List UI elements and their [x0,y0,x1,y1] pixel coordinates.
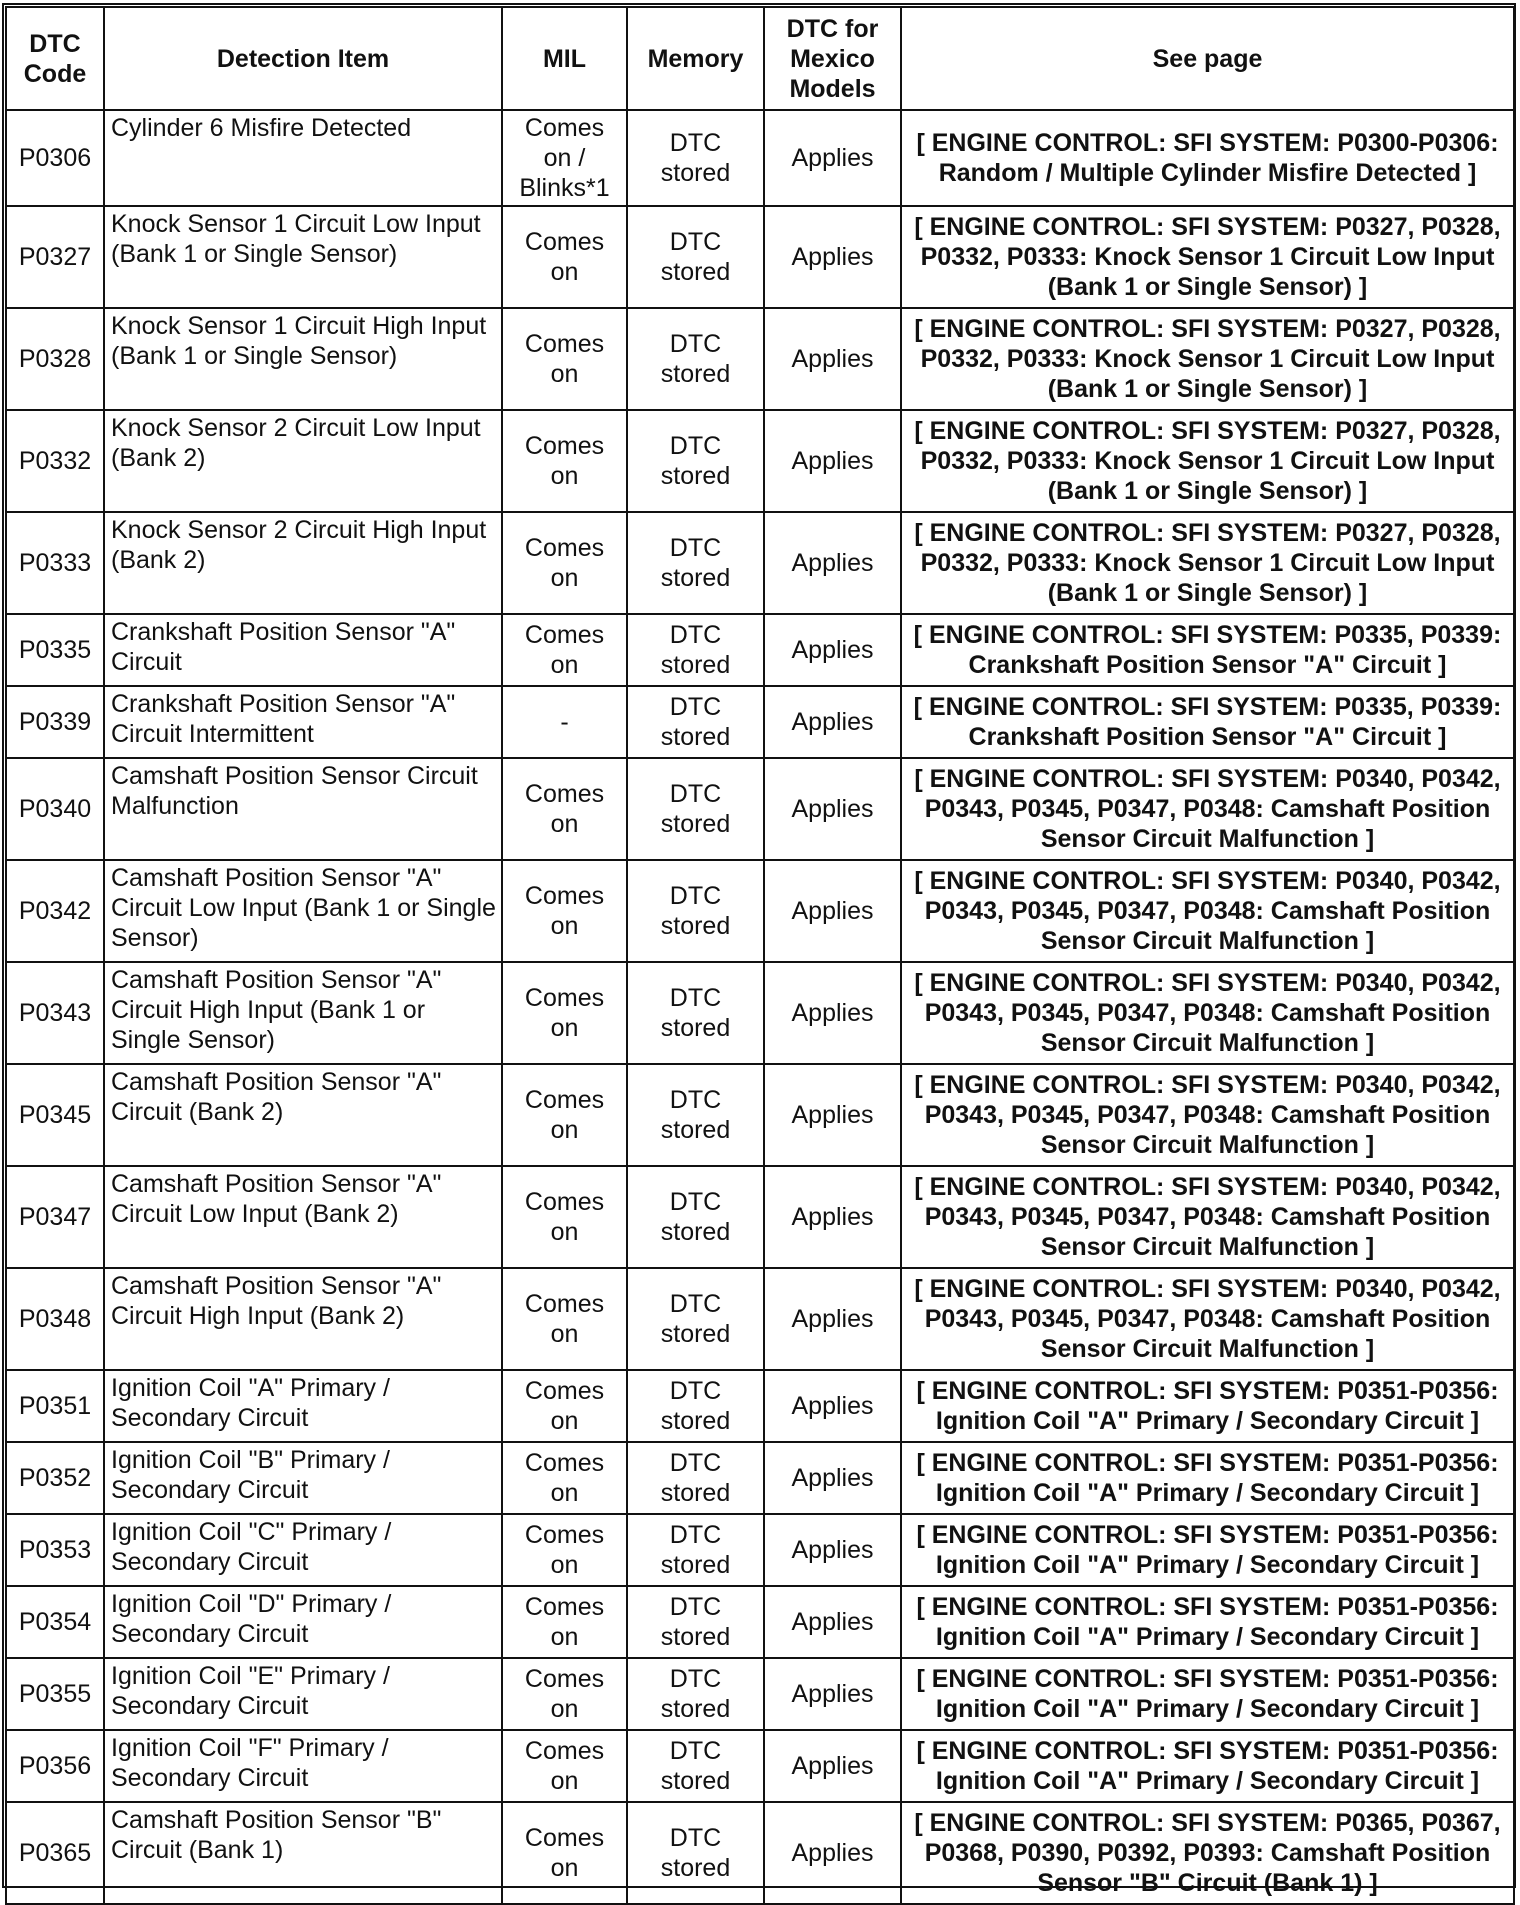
table-row [6,110,1514,206]
table-row [6,410,1514,512]
mil-cell: Comes on [502,1802,627,1904]
dtc-code-cell: P0333 [6,512,104,614]
memory-cell: DTC stored [627,1268,764,1370]
mil-cell: - [502,686,627,758]
mil-cell: Comes on [502,512,627,614]
see-page-link[interactable]: [ ENGINE CONTROL: SFI SYSTEM: P0340, P0342, P0343, P0345, P0347, P0348: Camshaft Position Sensor Circuit Malfunction ] [901,1064,1514,1166]
dtc-code-cell: P0306 [6,110,104,206]
table-row [6,512,1514,614]
see-page-link[interactable]: [ ENGINE CONTROL: SFI SYSTEM: P0327, P0328, P0332, P0333: Knock Sensor 1 Circuit Low Input (Bank 1 or Single Sensor) ] [901,512,1514,614]
dtc-code-cell: P0340 [6,758,104,860]
dtc-code-cell: P0327 [6,206,104,308]
dtc-code-cell: P0345 [6,1064,104,1166]
memory-cell: DTC stored [627,1442,764,1514]
mil-cell: Comes on [502,1730,627,1802]
header-dtc-code: DTC Code [6,7,104,110]
memory-cell: DTC stored [627,860,764,962]
dtc-code-cell: P0342 [6,860,104,962]
mexico-models-cell: Applies [764,1370,901,1442]
table-row [6,1658,1514,1730]
detection-item-cell: Camshaft Position Sensor "A" Circuit High Input (Bank 1 or Single Sensor) [104,962,502,1064]
mexico-models-cell: Applies [764,1658,901,1730]
mil-cell: Comes on [502,1166,627,1268]
see-page-link[interactable]: [ ENGINE CONTROL: SFI SYSTEM: P0327, P0328, P0332, P0333: Knock Sensor 1 Circuit Low Input (Bank 1 or Single Sensor) ] [901,410,1514,512]
header-mexico-models: DTC for Mexico Models [764,7,901,110]
mil-cell: Comes on [502,206,627,308]
dtc-code-cell: P0335 [6,614,104,686]
mil-cell: Comes on [502,1442,627,1514]
mil-cell: Comes on [502,1658,627,1730]
memory-cell: DTC stored [627,1166,764,1268]
mexico-models-cell: Applies [764,1268,901,1370]
memory-cell: DTC stored [627,614,764,686]
dtc-code-cell: P0365 [6,1802,104,1904]
see-page-link[interactable]: [ ENGINE CONTROL: SFI SYSTEM: P0335, P0339: Crankshaft Position Sensor "A" Circuit ] [901,686,1514,758]
detection-item-cell: Ignition Coil "B" Primary / Secondary Circuit [104,1442,502,1514]
detection-item-cell: Knock Sensor 1 Circuit Low Input (Bank 1 or Single Sensor) [104,206,502,308]
detection-item-cell: Camshaft Position Sensor "A" Circuit Low Input (Bank 2) [104,1166,502,1268]
see-page-link[interactable]: [ ENGINE CONTROL: SFI SYSTEM: P0351-P0356: Ignition Coil "A" Primary / Secondary Circuit ] [901,1514,1514,1586]
detection-item-cell: Knock Sensor 1 Circuit High Input (Bank 1 or Single Sensor) [104,308,502,410]
memory-cell: DTC stored [627,1586,764,1658]
dtc-code-cell: P0328 [6,308,104,410]
table-row [6,1064,1514,1166]
see-page-link[interactable]: [ ENGINE CONTROL: SFI SYSTEM: P0300-P0306: Random / Multiple Cylinder Misfire Detected ] [901,110,1514,206]
see-page-link[interactable]: [ ENGINE CONTROL: SFI SYSTEM: P0365, P0367, P0368, P0390, P0392, P0393: Camshaft Position Sensor "B" Circuit (Bank 1) ] [901,1802,1514,1904]
dtc-code-cell: P0356 [6,1730,104,1802]
memory-cell: DTC stored [627,1370,764,1442]
mexico-models-cell: Applies [764,1586,901,1658]
see-page-link[interactable]: [ ENGINE CONTROL: SFI SYSTEM: P0327, P0328, P0332, P0333: Knock Sensor 1 Circuit Low Input (Bank 1 or Single Sensor) ] [901,206,1514,308]
detection-item-cell: Crankshaft Position Sensor "A" Circuit Intermittent [104,686,502,758]
detection-item-cell: Ignition Coil "F" Primary / Secondary Circuit [104,1730,502,1802]
memory-cell: DTC stored [627,308,764,410]
see-page-link[interactable]: [ ENGINE CONTROL: SFI SYSTEM: P0327, P0328, P0332, P0333: Knock Sensor 1 Circuit Low Input (Bank 1 or Single Sensor) ] [901,308,1514,410]
mexico-models-cell: Applies [764,308,901,410]
detection-item-cell: Ignition Coil "E" Primary / Secondary Circuit [104,1658,502,1730]
dtc-code-cell: P0339 [6,686,104,758]
detection-item-cell: Ignition Coil "A" Primary / Secondary Circuit [104,1370,502,1442]
mexico-models-cell: Applies [764,110,901,206]
mexico-models-cell: Applies [764,860,901,962]
dtc-code-cell: P0348 [6,1268,104,1370]
see-page-link[interactable]: [ ENGINE CONTROL: SFI SYSTEM: P0351-P0356: Ignition Coil "A" Primary / Secondary Circuit ] [901,1586,1514,1658]
dtc-code-cell: P0351 [6,1370,104,1442]
mil-cell: Comes on [502,1586,627,1658]
dtc-code-cell: P0332 [6,410,104,512]
table-row [6,308,1514,410]
table-row [6,1166,1514,1268]
see-page-link[interactable]: [ ENGINE CONTROL: SFI SYSTEM: P0340, P0342, P0343, P0345, P0347, P0348: Camshaft Position Sensor Circuit Malfunction ] [901,1268,1514,1370]
memory-cell: DTC stored [627,1802,764,1904]
mil-cell: Comes on [502,1370,627,1442]
header-row [6,7,1514,110]
mexico-models-cell: Applies [764,686,901,758]
memory-cell: DTC stored [627,1514,764,1586]
memory-cell: DTC stored [627,962,764,1064]
mexico-models-cell: Applies [764,410,901,512]
table-row [6,758,1514,860]
detection-item-cell: Ignition Coil "D" Primary / Secondary Circuit [104,1586,502,1658]
dtc-code-cell: P0354 [6,1586,104,1658]
header-mil: MIL [502,7,627,110]
mexico-models-cell: Applies [764,1442,901,1514]
detection-item-cell: Knock Sensor 2 Circuit Low Input (Bank 2) [104,410,502,512]
table-row [6,962,1514,1064]
table-row [6,206,1514,308]
detection-item-cell: Ignition Coil "C" Primary / Secondary Circuit [104,1514,502,1586]
mil-cell: Comes on [502,614,627,686]
table-row [6,686,1514,758]
mil-cell: Comes on [502,962,627,1064]
mexico-models-cell: Applies [764,512,901,614]
mil-cell: Comes on [502,1514,627,1586]
memory-cell: DTC stored [627,410,764,512]
table-row [6,1514,1514,1586]
detection-item-cell: Camshaft Position Sensor "A" Circuit Low Input (Bank 1 or Single Sensor) [104,860,502,962]
mil-cell: Comes on [502,758,627,860]
memory-cell: DTC stored [627,1064,764,1166]
memory-cell: DTC stored [627,110,764,206]
see-page-link[interactable]: [ ENGINE CONTROL: SFI SYSTEM: P0340, P0342, P0343, P0345, P0347, P0348: Camshaft Position Sensor Circuit Malfunction ] [901,758,1514,860]
see-page-link[interactable]: [ ENGINE CONTROL: SFI SYSTEM: P0340, P0342, P0343, P0345, P0347, P0348: Camshaft Position Sensor Circuit Malfunction ] [901,860,1514,962]
table-row [6,1802,1514,1904]
table-row [6,1586,1514,1658]
see-page-link[interactable]: [ ENGINE CONTROL: SFI SYSTEM: P0335, P0339: Crankshaft Position Sensor "A" Circuit ] [901,614,1514,686]
mil-cell: Comes on [502,860,627,962]
table-row [6,1370,1514,1442]
see-page-link[interactable]: [ ENGINE CONTROL: SFI SYSTEM: P0340, P0342, P0343, P0345, P0347, P0348: Camshaft Position Sensor Circuit Malfunction ] [901,1166,1514,1268]
dtc-code-cell: P0347 [6,1166,104,1268]
see-page-link[interactable]: [ ENGINE CONTROL: SFI SYSTEM: P0351-P0356: Ignition Coil "A" Primary / Secondary Circuit ] [901,1442,1514,1514]
table-row [6,1442,1514,1514]
table-row [6,860,1514,962]
detection-item-cell: Camshaft Position Sensor "A" Circuit High Input (Bank 2) [104,1268,502,1370]
memory-cell: DTC stored [627,1730,764,1802]
dtc-code-cell: P0343 [6,962,104,1064]
mexico-models-cell: Applies [764,206,901,308]
see-page-link[interactable]: [ ENGINE CONTROL: SFI SYSTEM: P0351-P0356: Ignition Coil "A" Primary / Secondary Circuit ] [901,1730,1514,1802]
mexico-models-cell: Applies [764,1802,901,1904]
detection-item-cell: Knock Sensor 2 Circuit High Input (Bank 2) [104,512,502,614]
memory-cell: DTC stored [627,686,764,758]
memory-cell: DTC stored [627,206,764,308]
mexico-models-cell: Applies [764,1064,901,1166]
mil-cell: Comes on [502,1268,627,1370]
detection-item-cell: Camshaft Position Sensor Circuit Malfunction [104,758,502,860]
dtc-table [5,6,1515,1905]
mexico-models-cell: Applies [764,758,901,860]
dtc-code-cell: P0352 [6,1442,104,1514]
see-page-link[interactable]: [ ENGINE CONTROL: SFI SYSTEM: P0351-P0356: Ignition Coil "A" Primary / Secondary Circuit ] [901,1658,1514,1730]
mexico-models-cell: Applies [764,962,901,1064]
see-page-link[interactable]: [ ENGINE CONTROL: SFI SYSTEM: P0351-P0356: Ignition Coil "A" Primary / Secondary Circuit ] [901,1370,1514,1442]
table-row [6,614,1514,686]
mexico-models-cell: Applies [764,1514,901,1586]
mexico-models-cell: Applies [764,614,901,686]
detection-item-cell: Cylinder 6 Misfire Detected [104,110,502,206]
mil-cell: Comes on [502,410,627,512]
header-see-page: See page [901,7,1514,110]
dtc-code-cell: P0355 [6,1658,104,1730]
mexico-models-cell: Applies [764,1730,901,1802]
table-row [6,1730,1514,1802]
memory-cell: DTC stored [627,1658,764,1730]
memory-cell: DTC stored [627,512,764,614]
header-detection-item: Detection Item [104,7,502,110]
header-memory: Memory [627,7,764,110]
see-page-link[interactable]: [ ENGINE CONTROL: SFI SYSTEM: P0340, P0342, P0343, P0345, P0347, P0348: Camshaft Position Sensor Circuit Malfunction ] [901,962,1514,1064]
mil-cell: Comes on [502,308,627,410]
mil-cell: Comes on / Blinks*1 [502,110,627,206]
table-row [6,1268,1514,1370]
detection-item-cell: Camshaft Position Sensor "B" Circuit (Bank 1) [104,1802,502,1904]
mexico-models-cell: Applies [764,1166,901,1268]
mil-cell: Comes on [502,1064,627,1166]
dtc-code-cell: P0353 [6,1514,104,1586]
detection-item-cell: Crankshaft Position Sensor "A" Circuit [104,614,502,686]
detection-item-cell: Camshaft Position Sensor "A" Circuit (Bank 2) [104,1064,502,1166]
memory-cell: DTC stored [627,758,764,860]
